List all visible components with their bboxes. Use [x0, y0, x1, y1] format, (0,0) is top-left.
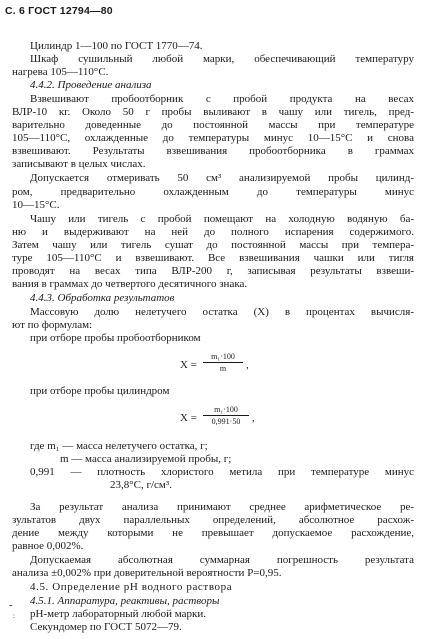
- text-line: Допускаемая абсолютная суммарная погрешность результата: [30, 554, 414, 566]
- text-line: проводят на весах типа ВЛР-200 г, записывая результаты взвеши-: [12, 265, 414, 277]
- text-line: при отборе пробы пробоотборником: [30, 332, 201, 344]
- formula-lhs: X =: [180, 359, 197, 371]
- formula-denominator: 0,991·50: [211, 417, 241, 426]
- formula-tail: ,: [252, 412, 255, 424]
- text-line: дение между которыми не превышает допускаемое расхождение,: [12, 527, 414, 539]
- section-heading: 4.4.2. Проведение анализа: [30, 79, 152, 91]
- section-heading: 4.5. Определение pH водного раствора: [30, 581, 233, 593]
- text-line: Цилиндр 1—100 по ГОСТ 1770—74.: [30, 40, 203, 52]
- formula-fraction: [203, 352, 243, 373]
- legend-line: m — масса анализируемой пробы, г;: [60, 453, 232, 465]
- formula-fraction: [203, 405, 249, 426]
- legend-line: 0,991 — плотность хлористого метила при температуре минус: [30, 466, 414, 478]
- text-line: 105—110°С, охлажденные до температуры минус 10—15°С и снова: [12, 132, 414, 144]
- legend-line: 23,8°С, г/см³.: [110, 479, 172, 491]
- text-line: варительно доведенные до постоянной массы при температуре: [12, 119, 414, 131]
- text-line: Затем чашу или тигель сушат до постоянной массы при темпера-: [12, 239, 414, 251]
- text-line: зультатов двух параллельных определений, абсолютное расхож-: [12, 514, 414, 526]
- page-header: С. 6 ГОСТ 12794—80: [5, 5, 113, 17]
- text-line: взвешивают. Результаты взвешивания пробоотборника в граммах: [12, 145, 414, 157]
- text-line: pH-метр лабораторный любой марки.: [30, 608, 206, 620]
- legend-line: где m₁ — масса нелетучего остатка, г;: [30, 440, 208, 452]
- text-line: За результат анализа принимают среднее арифметическое ре-: [30, 501, 414, 513]
- text-line: нагрева 105—110°С.: [12, 66, 109, 78]
- text-line: 10—15°С.: [12, 199, 60, 211]
- text-line: туре 105—110°С и взвешивают. Все взвешивания чашки или тигля: [12, 252, 414, 264]
- section-heading: 4.5.1. Аппаратура, реактивы, растворы: [30, 595, 220, 607]
- text-line: ню и выдерживают на ней до полного испарения содержимого.: [12, 226, 414, 238]
- text-line: вания в граммах до четвертого десятичного знака.: [12, 278, 248, 290]
- text-line: ют по формулам:: [12, 319, 93, 331]
- text-line: при отборе пробы цилиндром: [30, 385, 170, 397]
- text-line: Массовую долю нелетучего остатка (X) в процентах вычисля-: [30, 306, 414, 318]
- text-line: Допускается отмеривать 50 см³ анализируемой пробы цилинд-: [30, 172, 414, 184]
- formula-denominator: m: [219, 364, 227, 373]
- section-heading: 4.4.3. Обработка результатов: [30, 292, 175, 304]
- text-line: Взвешивают пробоотборник с пробой продукта на весах: [30, 93, 414, 105]
- fraction-bar: [203, 362, 243, 363]
- text-line: Секундомер по ГОСТ 5072—79.: [30, 621, 182, 633]
- text-line: ВЛР-10 кг. Около 50 г пробы выливают в чашу или тигель, пред-: [12, 106, 414, 118]
- formula-numerator: m₁·100: [214, 405, 238, 414]
- text-line: равное 0,002%.: [12, 540, 84, 552]
- formula-lhs: X =: [180, 412, 197, 424]
- formula-numerator: m₁·100: [211, 352, 235, 361]
- text-line: записывают в целых числах.: [12, 158, 146, 170]
- text-line: Шкаф сушильный любой марки, обеспечивающий температуру: [30, 53, 414, 65]
- text-line: анализа ±0,002% при доверительной вероятности P=0,95.: [12, 567, 282, 579]
- formula-tail: ,: [246, 359, 249, 371]
- scan-speck: :: [13, 612, 15, 620]
- scan-speck: -: [9, 600, 13, 611]
- text-line: Чашу или тигель с пробой помещают на холодную водяную ба-: [30, 213, 414, 225]
- text-line: ром, предварительно охлажденным до температуры минус: [12, 186, 414, 198]
- fraction-bar: [203, 415, 249, 416]
